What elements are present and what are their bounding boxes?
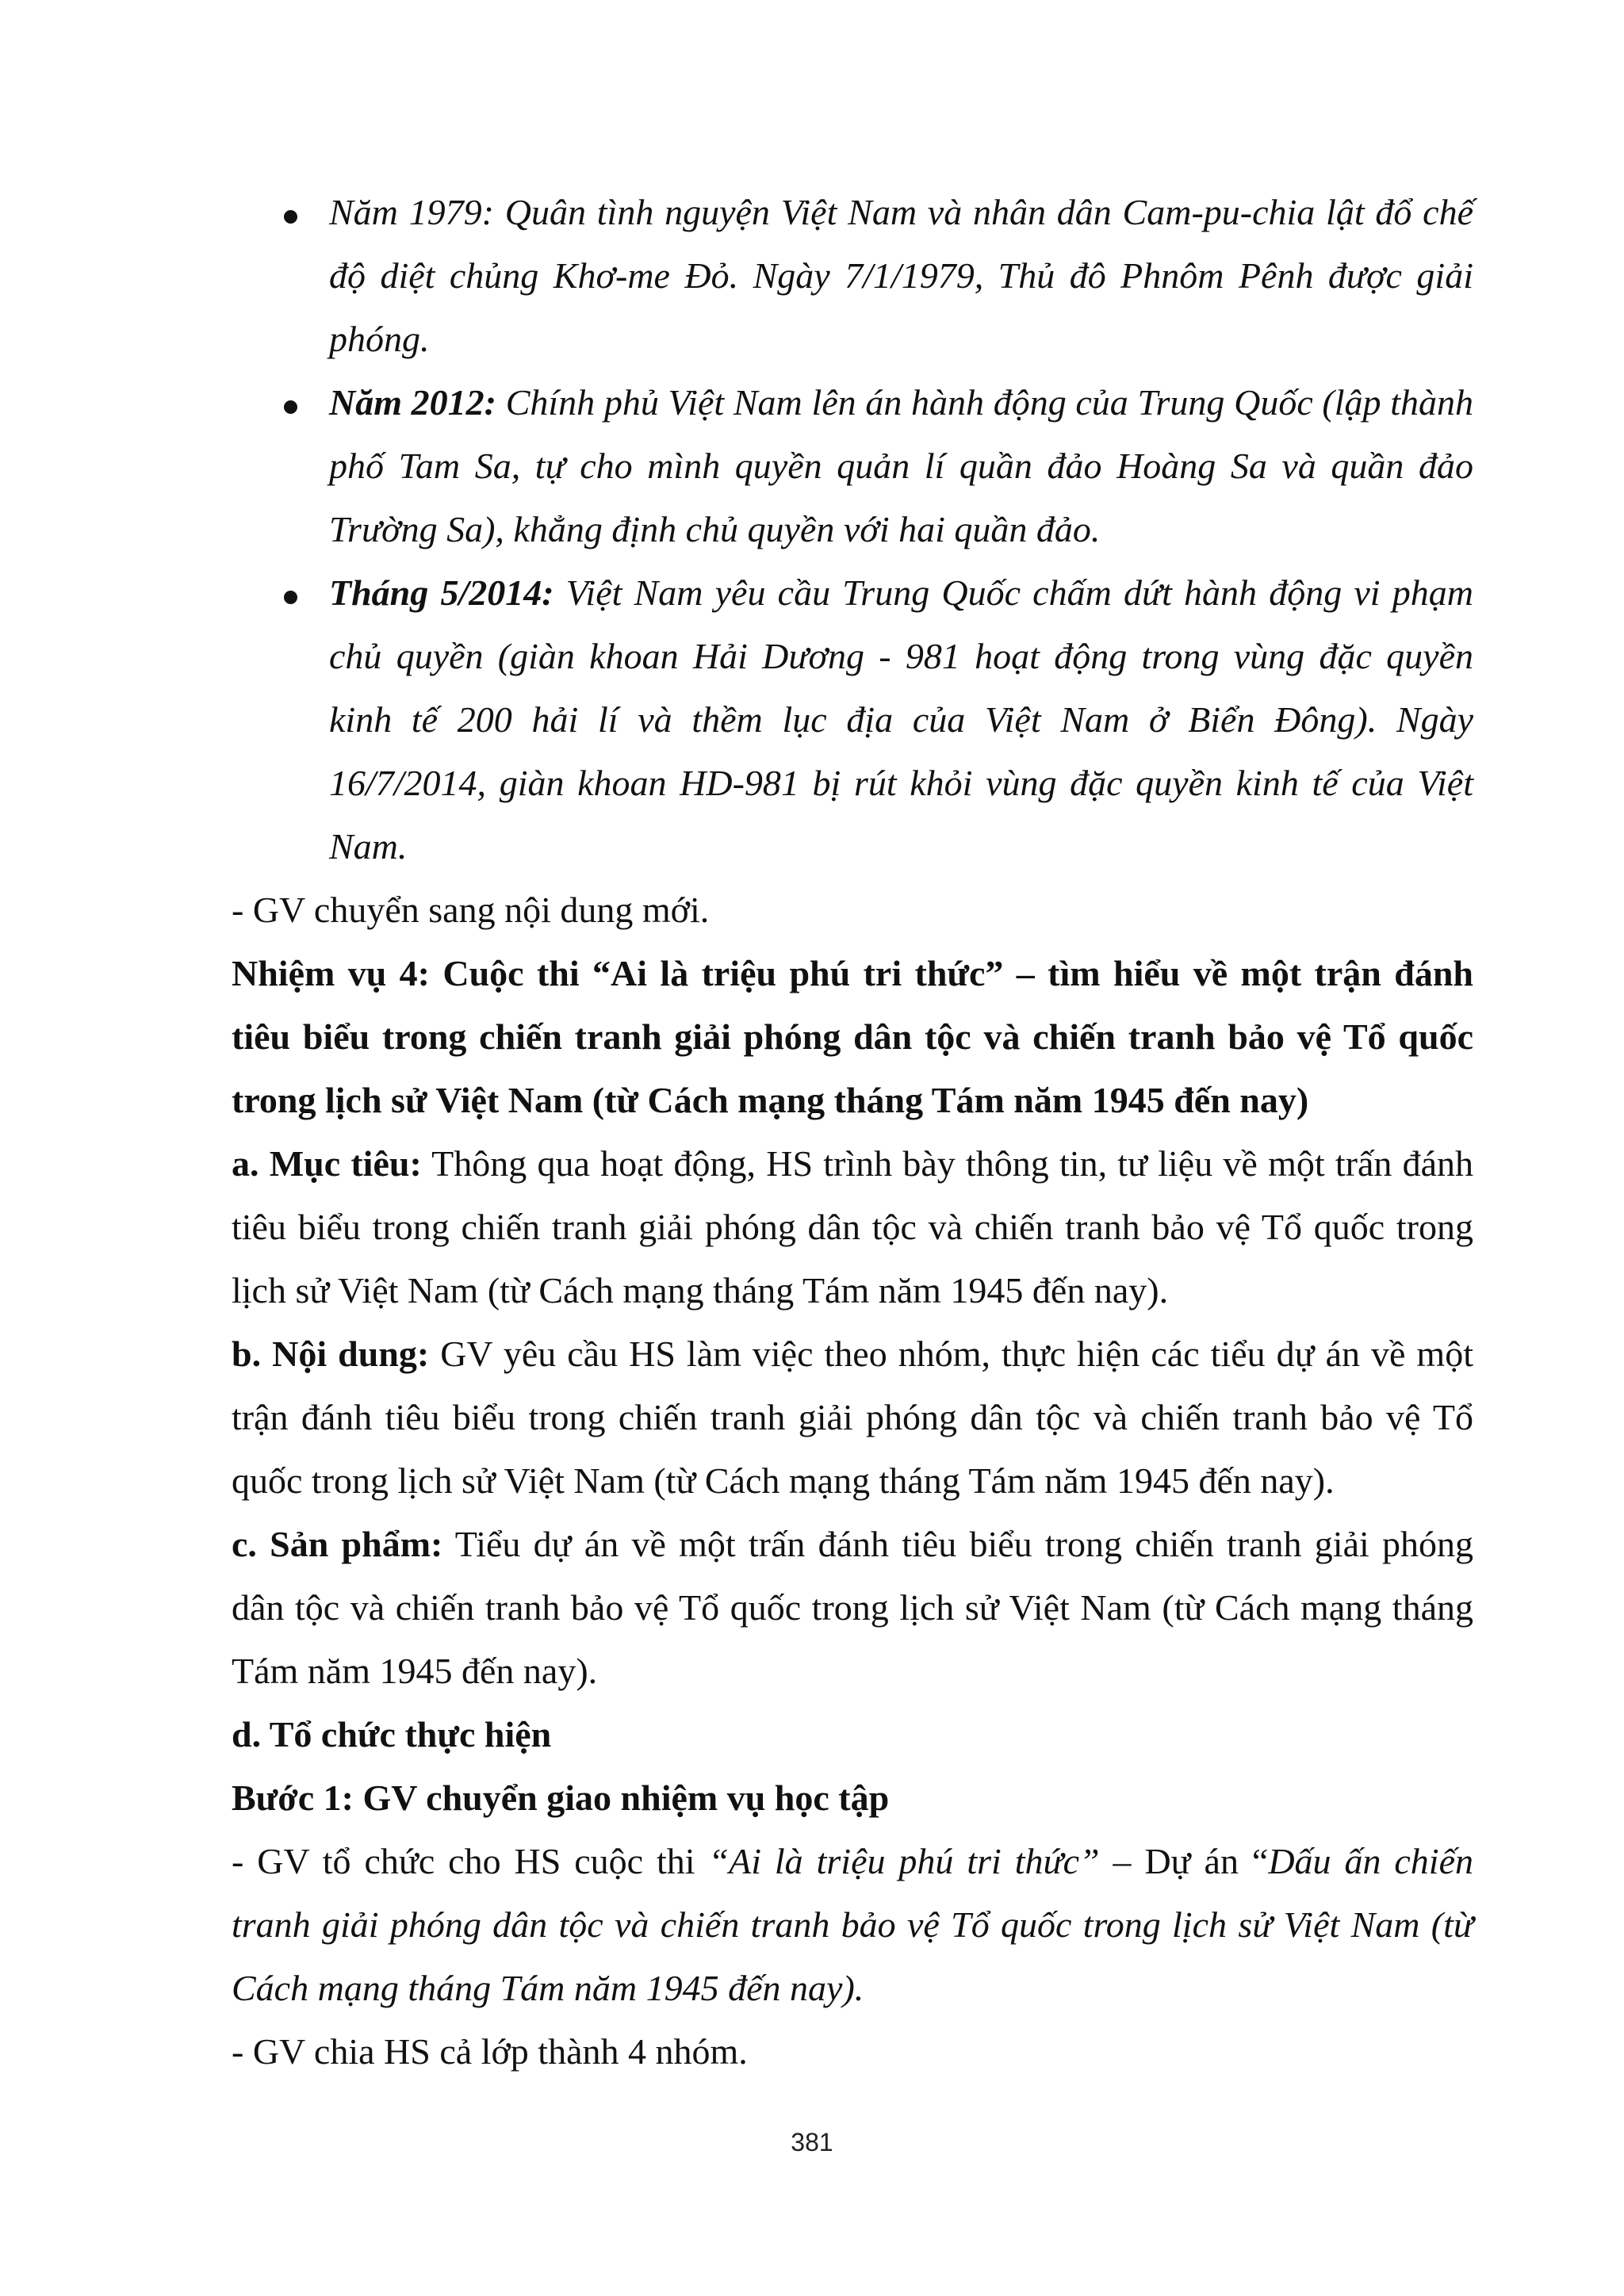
bullet-item-2012 [232, 371, 1473, 561]
step1-heading: Bước 1: GV chuyển giao nhiệm vụ học tập [232, 1777, 890, 1818]
product-label: c. Sản phẩm: [232, 1524, 443, 1564]
event-bullet-list [232, 181, 1473, 878]
bullet-body: Chính phủ Việt Nam lên án hành động của Trung Quốc (lập thành phố Tam Sa, tự cho mình quyền quản lí quần đảo Hoàng Sa và quần đảo Trường Sa), khẳng định chủ quyền với hai quần đảo. [329, 382, 1473, 549]
objective-text: Thông qua hoạt động, HS trình bày thông tin, tư liệu về một trấn đánh tiêu biểu trong chiến tranh giải phóng dân tộc và chiến tranh bảo vệ Tổ quốc trong lịch sử Việt Nam (từ Cách mạng tháng Tám năm 1945 đến nay). [232, 1143, 1473, 1311]
contest-name: “Ai là triệu phú tri thức” [708, 1841, 1100, 1881]
product-text: Tiểu dự án về một trấn đánh tiêu biểu trong chiến tranh giải phóng dân tộc và chiến tranh bảo vệ Tổ quốc trong lịch sử Việt Nam (từ Cách mạng tháng Tám năm 1945 đến nay). [232, 1524, 1473, 1691]
bullet-dot-icon [284, 400, 297, 414]
objective-paragraph [232, 1132, 1473, 1322]
bullet-text [329, 192, 1473, 359]
organization-heading: d. Tổ chức thực hiện [232, 1714, 552, 1755]
bullet-lead: Năm 2012: [329, 382, 497, 423]
bullet-item-1979 [232, 181, 1473, 371]
bullet-item-2014 [232, 561, 1473, 878]
step1-prefix: - GV tổ chức cho HS cuộc thi [232, 1841, 709, 1881]
bullet-lead: Tháng 5/2014: [329, 572, 554, 613]
bullet-dot-icon [284, 210, 297, 224]
product-paragraph [232, 1513, 1473, 1703]
content-text: GV yêu cầu HS làm việc theo nhóm, thực hiện các tiểu dự án về một trận đánh tiêu biểu trong chiến tranh giải phóng dân tộc và chiến tranh bảo vệ Tổ quốc trong lịch sử Việt Nam (từ Cách mạng tháng Tám năm 1945 đến nay). [232, 1334, 1473, 1501]
bullet-text [329, 382, 1473, 549]
bullet-dot-icon [284, 591, 297, 604]
bullet-text [329, 572, 1473, 867]
bullet-lead: Năm 1979: [329, 192, 494, 232]
page-content [232, 181, 1473, 2084]
project-name: Dấu ấn chiến tranh giải phóng dân tộc và chiến tranh bảo vệ Tổ quốc trong lịch sử Việt Nam (từ Cách mạng tháng Tám năm 1945 đến nay). [232, 1841, 1474, 2008]
content-paragraph [232, 1322, 1473, 1513]
step1-middle: – Dự án “ [1099, 1841, 1269, 1881]
bullet-body: Việt Nam yêu cầu Trung Quốc chấm dứt hành động vi phạm chủ quyền (giàn khoan Hải Dương - 981 hoạt động trong vùng đặc quyền kinh tế 200 hải lí và thềm lục địa của Việt Nam ở Biển Đông). Ngày 16/7/2014, giàn khoan HD-981 bị rút khỏi vùng đặc quyền kinh tế của Việt Nam. [329, 572, 1473, 867]
gv-transition-line: - GV chuyển sang nội dung mới. [232, 890, 710, 930]
content-label: b. Nội dung: [232, 1334, 430, 1374]
objective-label: a. Mục tiêu: [232, 1143, 422, 1184]
task-heading: Nhiệm vụ 4: Cuộc thi “Ai là triệu phú tri thức” – tìm hiểu về một trận đánh tiêu biểu trong chiến tranh giải phóng dân tộc và chiến tranh bảo vệ Tổ quốc trong lịch sử Việt Nam (từ Cách mạng tháng Tám năm 1945 đến nay) [232, 953, 1473, 1120]
step1-paragraph [232, 1830, 1473, 2020]
step1-groups-line: - GV chia HS cả lớp thành 4 nhóm. [232, 2031, 748, 2072]
page-number: 381 [791, 2128, 833, 2156]
bullet-body: Quân tình nguyện Việt Nam và nhân dân Cam-pu-chia lật đổ chế độ diệt chủng Khơ-me Đỏ. Ngày 7/1/1979, Thủ đô Phnôm Pênh được giải phóng. [329, 192, 1473, 359]
